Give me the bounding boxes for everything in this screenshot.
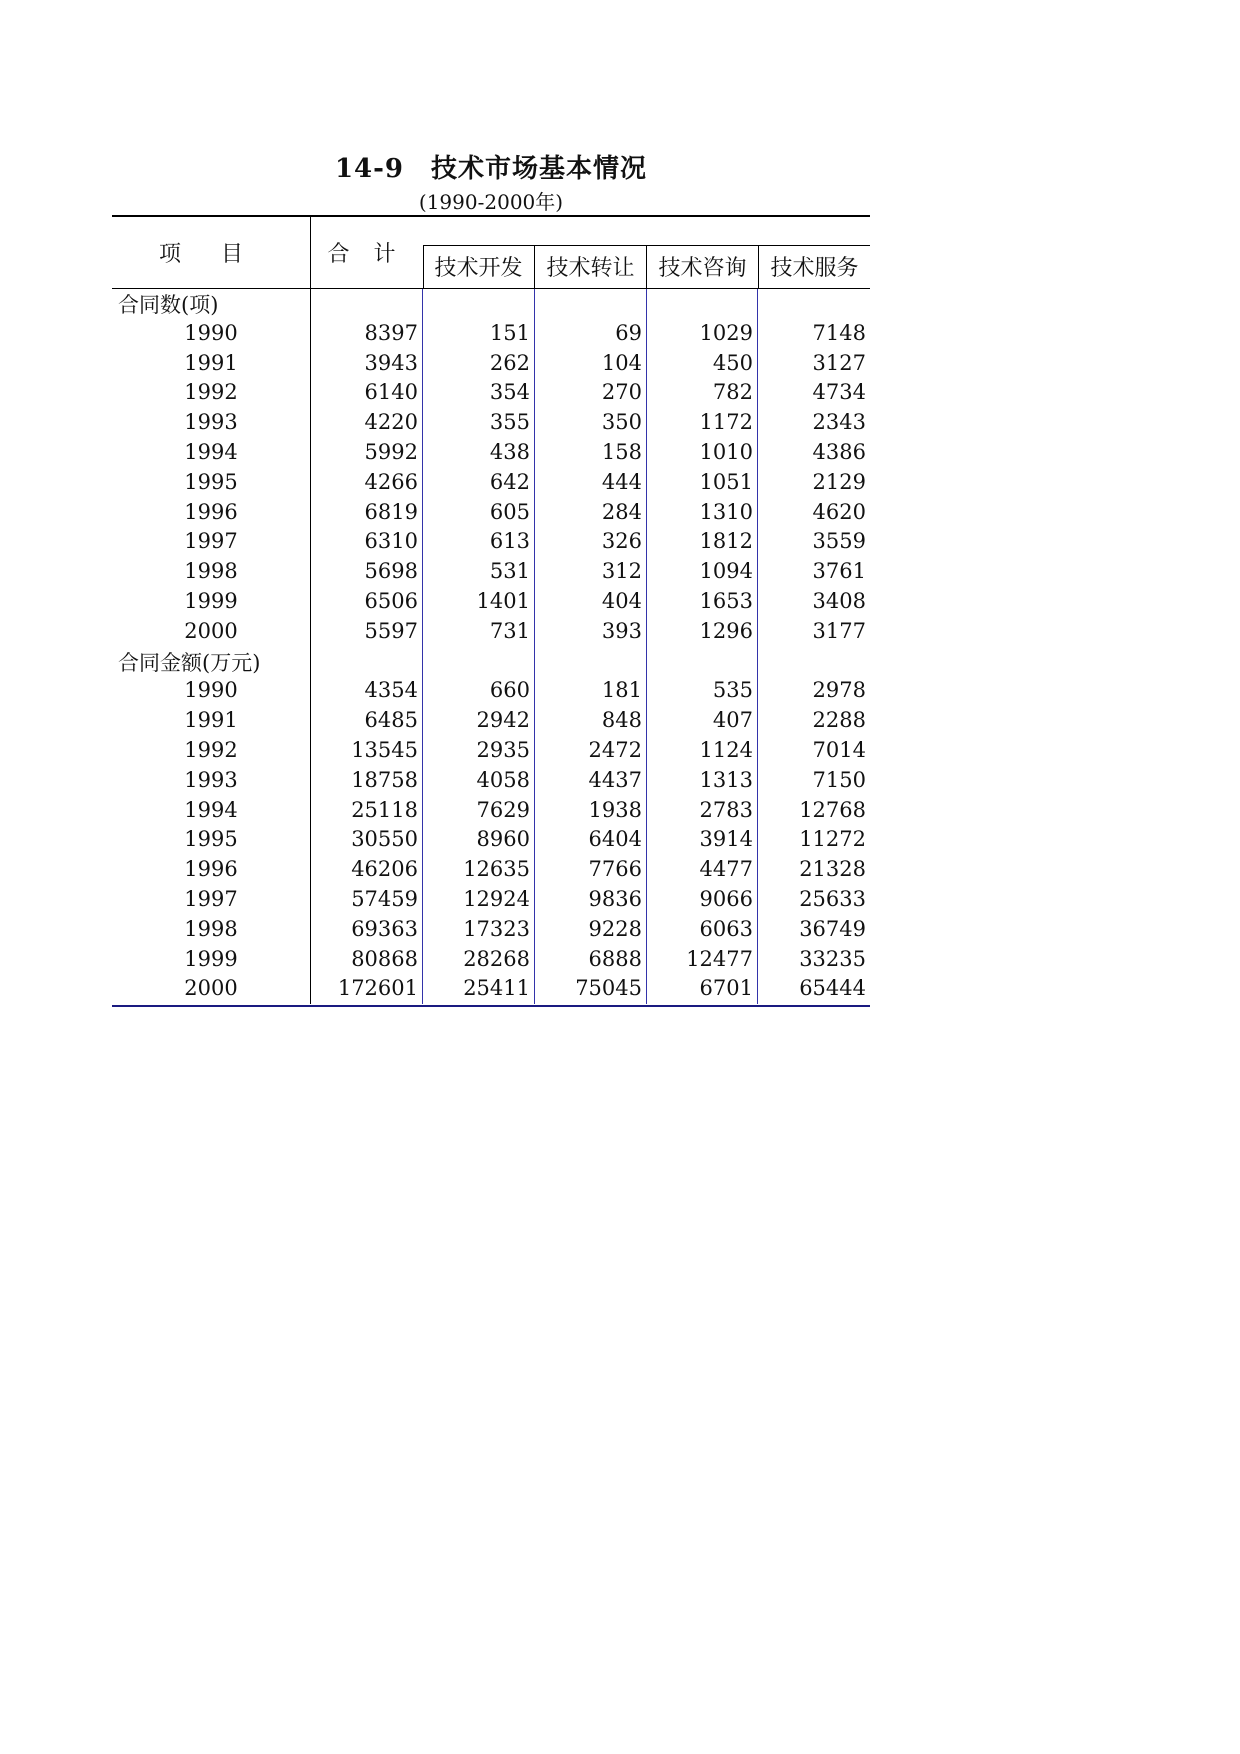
value-cell: 21328 — [799, 857, 866, 882]
value-cell: 3408 — [812, 588, 866, 613]
year-cell: 1991 — [184, 350, 238, 375]
value-cell: 9066 — [699, 886, 753, 911]
data-table — [112, 215, 870, 1004]
value-cell: 270 — [601, 380, 642, 405]
value-cell: 5992 — [364, 439, 418, 464]
year-cell: 1993 — [184, 410, 238, 435]
value-cell: 9836 — [588, 886, 642, 911]
value-cell: 7014 — [812, 737, 866, 762]
value-cell: 444 — [601, 469, 642, 494]
year-cell: 1995 — [184, 469, 238, 494]
value-cell: 3559 — [812, 529, 866, 554]
table-row — [112, 527, 870, 557]
year-cell: 1999 — [184, 588, 238, 613]
table-row — [112, 617, 870, 647]
year-cell: 1997 — [184, 886, 238, 911]
value-cell: 12477 — [686, 946, 753, 971]
value-cell: 1172 — [699, 410, 753, 435]
value-cell: 6888 — [588, 946, 642, 971]
header-subcol-service: 技术服务 — [770, 256, 859, 281]
year-cell: 2000 — [184, 976, 238, 1001]
section-row — [112, 289, 870, 319]
value-cell: 11272 — [799, 827, 866, 852]
value-cell: 660 — [489, 678, 530, 703]
value-cell: 7629 — [476, 797, 530, 822]
value-cell: 848 — [601, 708, 642, 733]
value-cell: 2343 — [812, 410, 866, 435]
year-cell: 1992 — [184, 737, 238, 762]
value-cell: 531 — [489, 559, 530, 584]
header-item: 项目 — [158, 242, 283, 267]
year-cell: 1998 — [184, 916, 238, 941]
year-cell: 1995 — [184, 827, 238, 852]
table-row — [112, 349, 870, 379]
table-row — [112, 706, 870, 736]
value-cell: 350 — [601, 410, 642, 435]
table-row — [112, 885, 870, 915]
page-title: 14-9 技术市场基本情况 — [334, 154, 648, 184]
value-cell: 13545 — [351, 737, 418, 762]
table-rows — [112, 289, 870, 1004]
value-cell: 4220 — [364, 410, 418, 435]
value-cell: 1124 — [699, 737, 753, 762]
table-row — [112, 438, 870, 468]
value-cell: 3127 — [812, 350, 866, 375]
value-cell: 326 — [601, 529, 642, 554]
table-row — [112, 766, 870, 796]
value-cell: 1029 — [699, 320, 753, 345]
value-cell: 605 — [489, 499, 530, 524]
value-cell: 1010 — [699, 439, 753, 464]
value-cell: 4386 — [812, 439, 866, 464]
year-cell: 1994 — [184, 439, 238, 464]
value-cell: 3177 — [812, 618, 866, 643]
section-label: 合同金额(万元) — [118, 650, 261, 675]
value-cell: 782 — [712, 380, 753, 405]
header-subcolumns — [423, 245, 870, 288]
value-cell: 262 — [489, 350, 530, 375]
value-cell: 33235 — [799, 946, 866, 971]
value-cell: 284 — [601, 499, 642, 524]
table-row — [112, 498, 870, 528]
value-cell: 7148 — [812, 320, 866, 345]
value-cell: 69 — [615, 320, 642, 345]
value-cell: 9228 — [588, 916, 642, 941]
value-cell: 6404 — [588, 827, 642, 852]
value-cell: 12924 — [463, 886, 530, 911]
value-cell: 25118 — [351, 797, 418, 822]
value-cell: 2978 — [812, 678, 866, 703]
value-cell: 4266 — [364, 469, 418, 494]
table-row — [112, 557, 870, 587]
value-cell: 1812 — [699, 529, 753, 554]
value-cell: 25411 — [463, 976, 530, 1001]
value-cell: 6140 — [364, 380, 418, 405]
value-cell: 3943 — [364, 350, 418, 375]
value-cell: 17323 — [463, 916, 530, 941]
year-cell: 1999 — [184, 946, 238, 971]
table-row — [112, 587, 870, 617]
value-cell: 3914 — [699, 827, 753, 852]
value-cell: 4437 — [588, 767, 642, 792]
year-cell: 1991 — [184, 708, 238, 733]
value-cell: 1296 — [699, 618, 753, 643]
page-subtitle: (1990-2000年) — [418, 190, 564, 214]
value-cell: 18758 — [351, 767, 418, 792]
table-body — [112, 289, 870, 1004]
section-label: 合同数(项) — [118, 293, 219, 317]
table-row — [112, 408, 870, 438]
year-cell: 1996 — [184, 857, 238, 882]
section-row — [112, 647, 870, 677]
value-cell: 12768 — [799, 797, 866, 822]
value-cell: 438 — [489, 439, 530, 464]
value-cell: 69363 — [351, 916, 418, 941]
table-row — [112, 468, 870, 498]
value-cell: 75045 — [575, 976, 642, 1001]
value-cell: 4477 — [699, 857, 753, 882]
value-cell: 393 — [601, 618, 642, 643]
value-cell: 6310 — [364, 529, 418, 554]
value-cell: 1310 — [699, 499, 753, 524]
value-cell: 312 — [601, 559, 642, 584]
value-cell: 2935 — [476, 737, 530, 762]
value-cell: 25633 — [799, 886, 866, 911]
table-row — [112, 974, 870, 1004]
value-cell: 5698 — [364, 559, 418, 584]
value-cell: 6701 — [699, 976, 753, 1001]
table-row — [112, 945, 870, 975]
value-cell: 2288 — [812, 708, 866, 733]
value-cell: 6485 — [364, 708, 418, 733]
value-cell: 80868 — [351, 946, 418, 971]
header-total: 合计 — [327, 242, 420, 267]
value-cell: 407 — [712, 708, 753, 733]
header-subcol-dev: 技术开发 — [434, 256, 523, 281]
header-subcol-transfer: 技术转让 — [546, 256, 635, 281]
value-cell: 46206 — [351, 857, 418, 882]
value-cell: 7766 — [588, 857, 642, 882]
value-cell: 30550 — [351, 827, 418, 852]
value-cell: 1938 — [588, 797, 642, 822]
value-cell: 2783 — [699, 797, 753, 822]
value-cell: 7150 — [812, 767, 866, 792]
year-cell: 1997 — [184, 529, 238, 554]
value-cell: 1051 — [699, 469, 753, 494]
table-row — [112, 378, 870, 408]
table-row — [112, 736, 870, 766]
value-cell: 355 — [489, 410, 530, 435]
value-cell: 6819 — [364, 499, 418, 524]
value-cell: 28268 — [463, 946, 530, 971]
table-header — [112, 215, 870, 289]
year-cell: 1993 — [184, 767, 238, 792]
value-cell: 6506 — [364, 588, 418, 613]
value-cell: 4058 — [476, 767, 530, 792]
value-cell: 12635 — [463, 857, 530, 882]
value-cell: 8397 — [364, 320, 418, 345]
value-cell: 2472 — [588, 737, 642, 762]
value-cell: 4734 — [812, 380, 866, 405]
value-cell: 4354 — [364, 678, 418, 703]
value-cell: 104 — [601, 350, 642, 375]
table-row — [112, 676, 870, 706]
value-cell: 151 — [489, 320, 530, 345]
table-row — [112, 825, 870, 855]
bottom-rule — [112, 1005, 870, 1007]
value-cell: 1313 — [699, 767, 753, 792]
value-cell: 1401 — [476, 588, 530, 613]
value-cell: 172601 — [337, 976, 418, 1001]
value-cell: 5597 — [364, 618, 418, 643]
value-cell: 2129 — [812, 469, 866, 494]
year-cell: 1998 — [184, 559, 238, 584]
value-cell: 6063 — [699, 916, 753, 941]
year-cell: 1994 — [184, 797, 238, 822]
value-cell: 642 — [489, 469, 530, 494]
table-row — [112, 319, 870, 349]
year-cell: 1992 — [184, 380, 238, 405]
year-cell: 1996 — [184, 499, 238, 524]
value-cell: 3761 — [812, 559, 866, 584]
value-cell: 2942 — [476, 708, 530, 733]
value-cell: 535 — [712, 678, 753, 703]
year-cell: 1990 — [184, 320, 238, 345]
value-cell: 404 — [601, 588, 642, 613]
value-cell: 158 — [601, 439, 642, 464]
year-cell: 2000 — [184, 618, 238, 643]
year-cell: 1990 — [184, 678, 238, 703]
value-cell: 8960 — [476, 827, 530, 852]
value-cell: 354 — [489, 380, 530, 405]
header-subcol-consult: 技术咨询 — [658, 256, 747, 281]
value-cell: 65444 — [799, 976, 866, 1001]
value-cell: 181 — [601, 678, 642, 703]
value-cell: 1653 — [699, 588, 753, 613]
value-cell: 36749 — [799, 916, 866, 941]
table-row — [112, 915, 870, 945]
table-row — [112, 796, 870, 826]
value-cell: 57459 — [351, 886, 418, 911]
value-cell: 450 — [712, 350, 753, 375]
value-cell: 4620 — [812, 499, 866, 524]
table-row — [112, 855, 870, 885]
value-cell: 731 — [489, 618, 530, 643]
value-cell: 1094 — [699, 559, 753, 584]
value-cell: 613 — [489, 529, 530, 554]
